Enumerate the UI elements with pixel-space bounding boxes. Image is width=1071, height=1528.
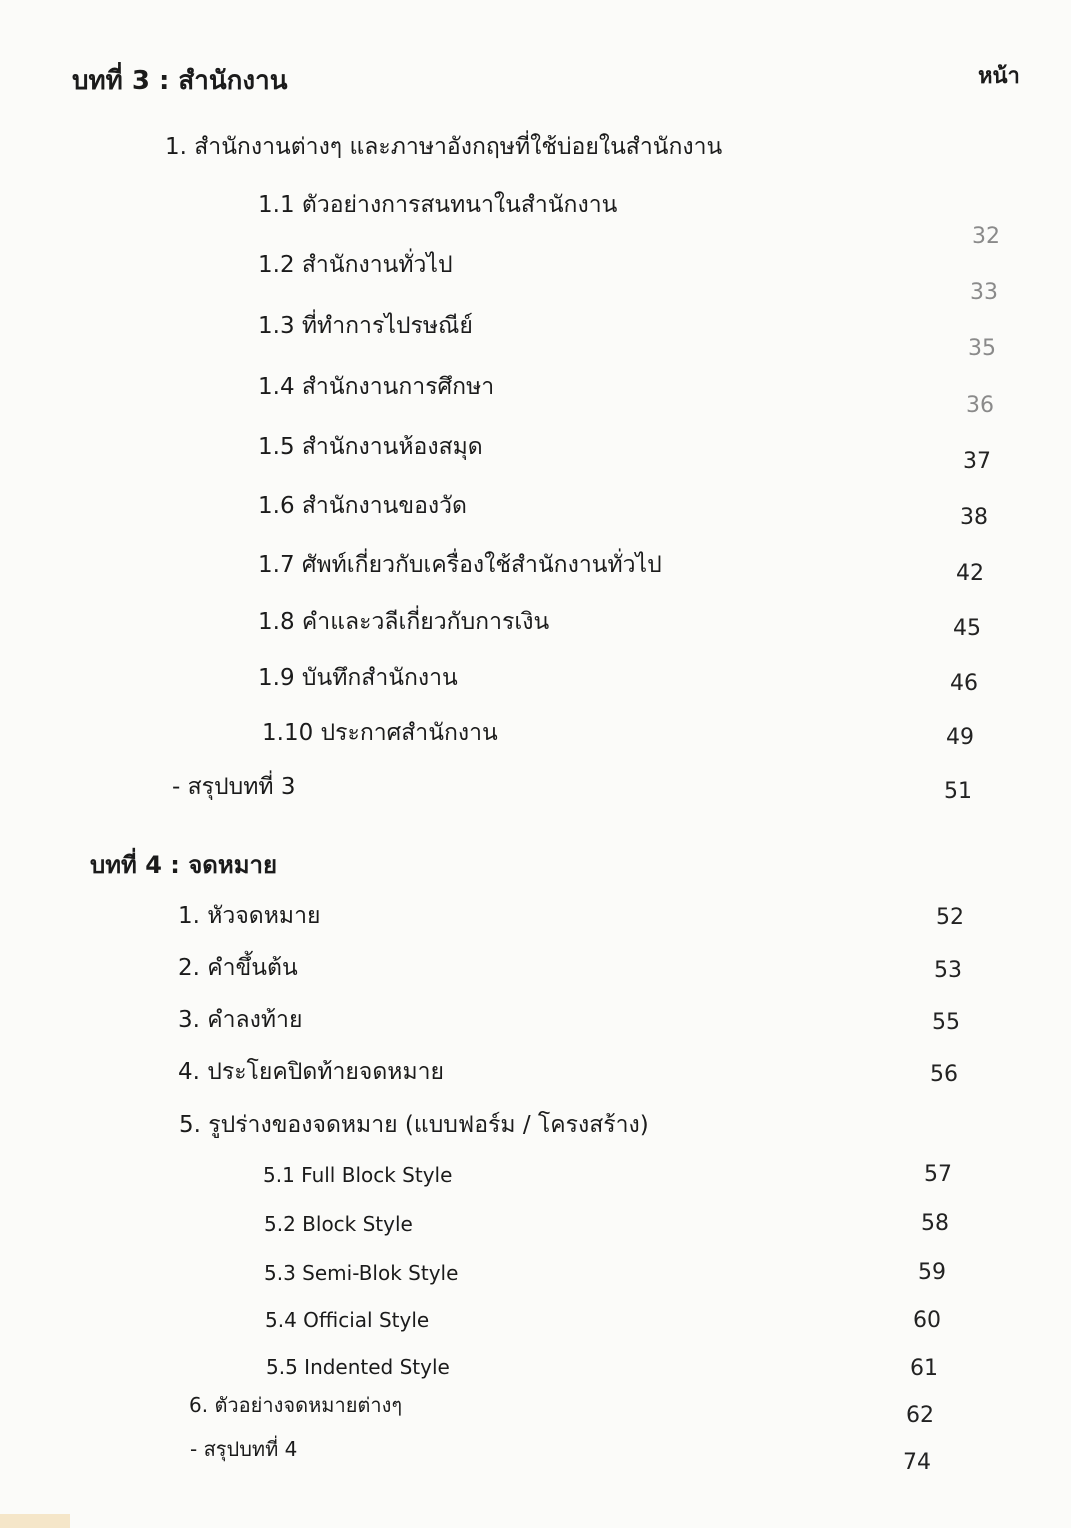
toc-page-number: 52 [936,905,964,930]
chapter-4-heading: บทที่ 4 : จดหมาย [90,851,278,879]
toc-page-number: 74 [903,1450,931,1475]
toc-entry: - สรุปบทที่ 4 [190,1437,298,1461]
toc-entry: 1.8 คำและวลีเกี่ยวกับการเงิน [258,609,550,635]
toc-entry: 1.5 สำนักงานห้องสมุด [258,434,483,460]
toc-page-number: 33 [970,280,998,305]
toc-entry: 5.2 Block Style [264,1212,413,1236]
toc-entry: 1.2 สำนักงานทั่วไป [258,252,453,278]
toc-entry: 1.1 ตัวอย่างการสนทนาในสำนักงาน [258,192,618,218]
toc-entry: 6. ตัวอย่างจดหมายต่างๆ [189,1393,403,1417]
toc-entry: 1.4 สำนักงานการศึกษา [258,374,495,400]
toc-entry: 1. หัวจดหมาย [178,903,321,929]
toc-entry: 1. สำนักงานต่างๆ และภาษาอังกฤษที่ใช้บ่อยในสำนักงาน [165,134,723,160]
toc-page-number: 36 [966,393,994,418]
toc-page-number: 49 [946,725,974,750]
toc-entry: 1.9 บันทึกสำนักงาน [258,665,458,691]
toc-page-number: 45 [953,616,981,641]
page-column-label: หน้า [978,64,1020,89]
toc-entry: 1.3 ที่ทำการไปรษณีย์ [258,313,473,339]
toc-entry: 1.10 ประกาศสำนักงาน [262,720,498,746]
toc-entry: 5.5 Indented Style [266,1355,450,1379]
toc-entry: 3. คำลงท้าย [178,1007,303,1033]
toc-page-number: 51 [944,779,972,804]
toc-entry: 5. รูปร่างของจดหมาย (แบบฟอร์ม / โครงสร้าง) [179,1112,649,1138]
toc-entry: 4. ประโยคปิดท้ายจดหมาย [178,1059,444,1085]
toc-page-number: 32 [972,224,1000,249]
toc-entry: 5.4 Official Style [265,1308,430,1332]
chapter-3-heading: บทที่ 3 : สำนักงาน [72,66,288,96]
toc-entry: 1.6 สำนักงานของวัด [258,493,467,519]
toc-page-number: 57 [924,1162,952,1187]
toc-entry: 2. คำขึ้นต้น [178,955,298,981]
toc-page-number: 37 [963,449,991,474]
toc-page-number: 56 [930,1062,958,1087]
toc-page-number: 55 [932,1010,960,1035]
toc-page-number: 58 [921,1211,949,1236]
toc-page-number: 60 [913,1308,941,1333]
toc-page-number: 59 [918,1260,946,1285]
toc-page-number: 38 [960,505,988,530]
toc-page-number: 35 [968,336,996,361]
toc-page-number: 46 [950,671,978,696]
toc-entry: 5.1 Full Block Style [263,1163,453,1187]
toc-page-number: 62 [906,1403,934,1428]
toc-entry: 1.7 ศัพท์เกี่ยวกับเครื่องใช้สำนักงานทั่วไป [258,552,662,578]
toc-page-number: 42 [956,561,984,586]
toc-page-number: 53 [934,958,962,983]
toc-page-number: 61 [910,1356,938,1381]
toc-entry: 5.3 Semi-Blok Style [264,1261,459,1285]
page-edge-shadow [0,1514,70,1528]
toc-entry: - สรุปบทที่ 3 [172,774,296,800]
